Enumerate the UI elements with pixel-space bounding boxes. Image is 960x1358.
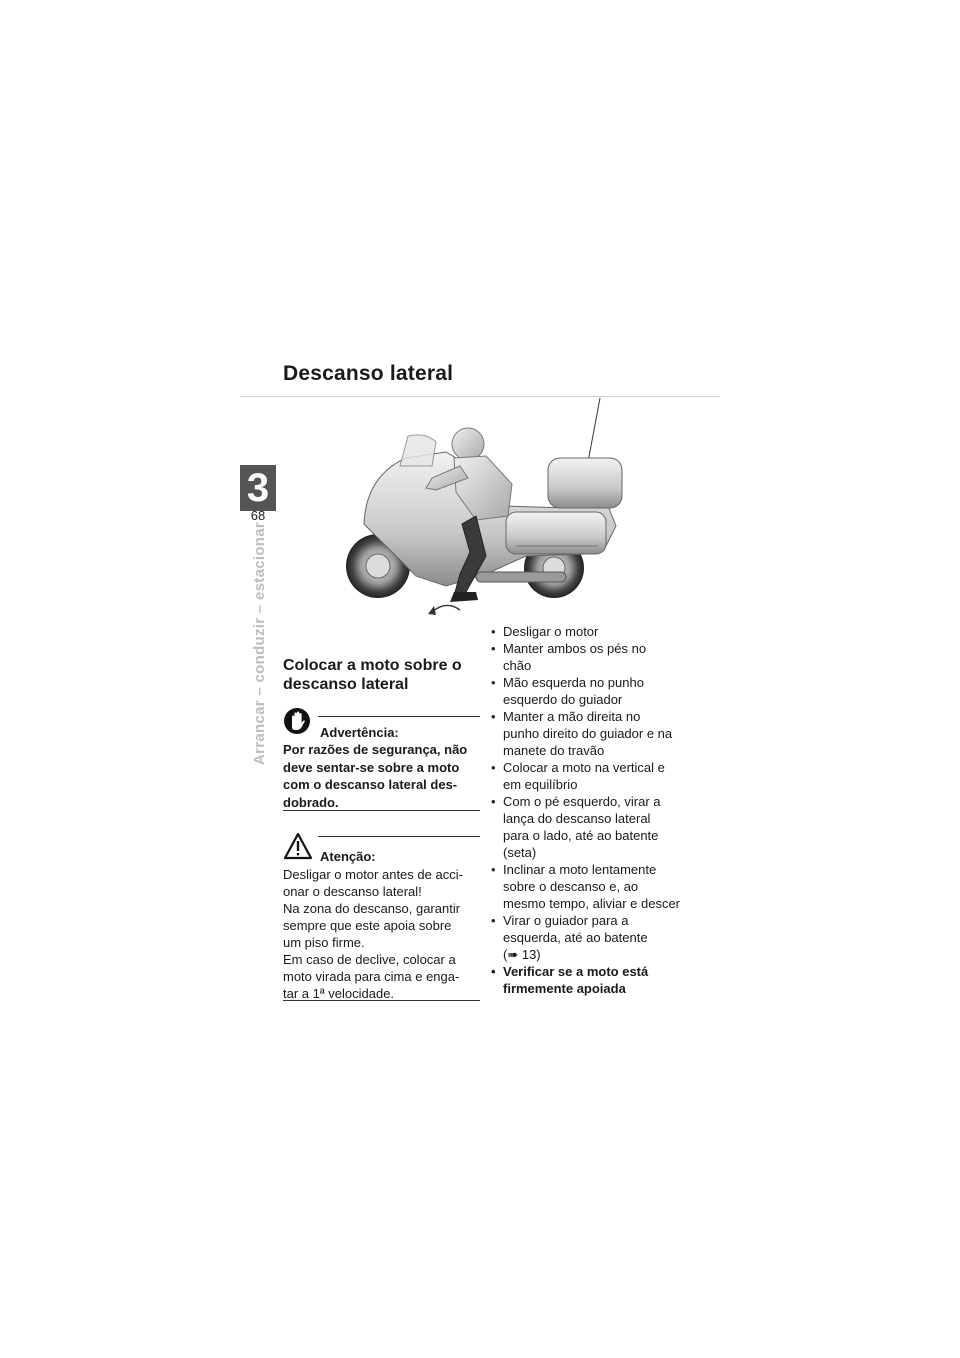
step-line: lança do descanso lateral: [503, 811, 651, 826]
attention-line: Na zona do descanso, garantir: [283, 901, 461, 916]
steps-list: [491, 623, 701, 997]
attention-line: moto virada para cima e enga-: [283, 969, 460, 984]
step-line: • Manter ambos os pés no: [503, 641, 647, 656]
list-item: [491, 963, 701, 997]
chapter-side-label: Arrancar – conduzir – estacionar: [251, 521, 268, 765]
chapter-number: 3: [246, 466, 270, 510]
list-item: [491, 793, 701, 861]
exclamation-triangle-icon: [283, 832, 313, 860]
list-item: [491, 623, 701, 640]
step-line: • Inclinar a moto lentamente: [503, 862, 657, 877]
page-title: Descanso lateral: [283, 362, 454, 385]
step-line: • Mão esquerda no punho: [503, 675, 644, 690]
step-line: sobre o descanso e, ao: [503, 879, 639, 894]
step-line: (➠ 13): [503, 947, 541, 962]
list-item: [491, 759, 701, 793]
step-line: • Virar o guiador para a: [503, 913, 629, 928]
stop-hand-icon: [283, 706, 311, 736]
step-line: • Desligar o motor: [503, 624, 599, 639]
step-line: • Manter a mão direita no: [503, 709, 641, 724]
motorcycle-sidestand-illustration: [336, 396, 632, 630]
attention-title: Atenção:: [320, 849, 376, 864]
warning-line: deve sentar-se sobre a moto: [283, 759, 460, 775]
attention-line: sempre que este apoia sobre: [283, 918, 452, 933]
list-item: [491, 861, 701, 912]
step-line: punho direito do guiador e na: [503, 726, 673, 741]
step-line: para o lado, até ao batente: [503, 828, 659, 843]
list-item: [491, 640, 701, 674]
list-item: [491, 674, 701, 708]
attention-body: [283, 866, 483, 1002]
list-item: [491, 708, 701, 759]
attention-line: onar o descanso lateral!: [283, 884, 422, 899]
warning-bottom-rule: [283, 810, 480, 811]
step-line: em equilíbrio: [503, 777, 578, 792]
attention-line: tar a 1ª velocidade.: [283, 986, 395, 1001]
warning-title: Advertência:: [320, 725, 399, 740]
step-line: mesmo tempo, aliviar e descer: [503, 896, 681, 911]
warning-line: Por razões de segurança, não: [283, 742, 468, 757]
attention-line: Desligar o motor antes de acci-: [283, 867, 463, 882]
list-item: [491, 912, 701, 963]
step-line: esquerdo do guiador: [503, 692, 623, 707]
page-number: 68: [250, 508, 266, 523]
step-line: manete do travão: [503, 743, 605, 758]
step-line: (seta): [503, 845, 537, 860]
step-line: • Com o pé esquerdo, virar a: [503, 794, 661, 809]
warning-top-rule: [318, 716, 480, 717]
warning-line: dobrado.: [283, 794, 339, 810]
attention-bottom-rule: [283, 1000, 480, 1001]
attention-top-rule: [318, 836, 480, 837]
section-heading: Colocar a moto sobre o descanso lateral: [283, 657, 462, 693]
attention-line: Em caso de declive, colocar a: [283, 952, 456, 967]
warning-line: com o descanso lateral des-: [283, 777, 458, 792]
step-line: • Verificar se a moto está: [503, 964, 649, 979]
step-line: firmemente apoiada: [503, 981, 626, 996]
step-line: chão: [503, 658, 532, 673]
step-line: esquerda, até ao batente: [503, 930, 648, 945]
warning-body: [283, 741, 483, 811]
step-line: • Colocar a moto na vertical e: [503, 760, 665, 775]
attention-line: um piso firme.: [283, 935, 365, 950]
